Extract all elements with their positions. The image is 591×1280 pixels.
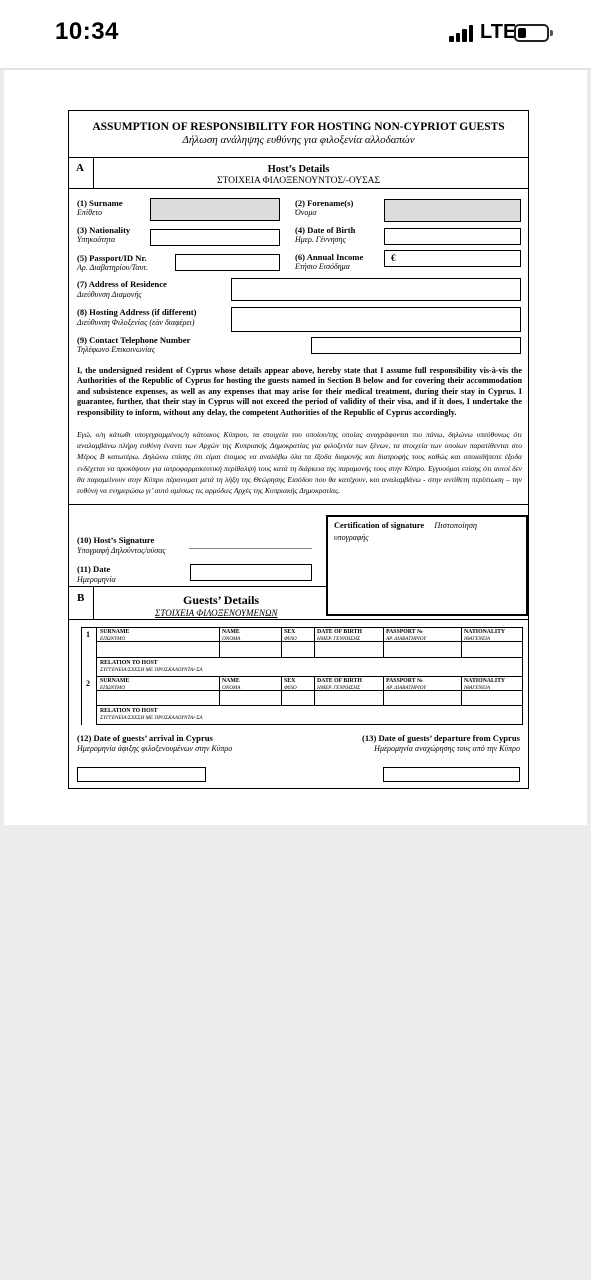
declaration-english: I, the undersigned resident of Cyprus whose details appear above, hereby state that I assume full responsibility vis-à-vis the Authorities of the Republic of Cyprus for hosting the guests named in Section B below and for covering their accommodation and subsistence expenses, as well as any expenses that may arise for their medical treatment, during their stay in Cyprus. I guarantee, further, that their stay in Cyprus will not exceed the period of validity of their visa, and if it does, I undertake the responsibility to inform, without any delay, the competent Authorities of the Republic of Cyprus accordingly. <box>77 366 522 417</box>
hosting-address-field[interactable] <box>231 307 521 332</box>
euro-sign: € <box>391 253 396 263</box>
signature-line[interactable] <box>189 548 312 549</box>
form-title: ASSUMPTION OF RESPONSIBILITY FOR HOSTING NON-CYPRIOT GUESTS <box>92 121 505 133</box>
guest-number: 2 <box>86 679 90 688</box>
arrival-date-field[interactable] <box>77 767 206 782</box>
declaration-greek: Εγώ, ο/η κάτωθι υπογεγραμμένος/η κάτοικος Κύπρου, τα στοιχεία του οποίου/της οποίας αναγράφονται πιο πάνω, δηλώνω υπεύθυνως ότι αναλαμβάνω πλήρη ευθύνη έναντι των Αρχών της Κυπριακής Δημοκρατίας για φιλοξενία των ξένων, τα στοιχεία των οποίων παρατίθενται στο Μέρος Β κατωτέρω. Δηλώνω επίσης ότι είμαι έτοιμος να αναλάβω όλα τα έξοδα διαμονής και διατροφής τους καθώς και οποιαδήποτε έξοδα ενδέχεται να προκύψουν για ιατροφαρμακευτική περίθαλψή τους κατά τη διάρκεια της παραμονής τους στην Κύπρο. Εγγυούμαι επίσης ότι αυτοί δεν θα παραμείνουν στην Κύπρο πέρανοματ μετά τη λήξη της Θεώρησης Εισόδου που θα κατέχουν, και αναλαμβάνω - στην αντίθετη περίπτωση – την ευθύνη να ενημερώσω γι’ αυτό αμέσως τις αρμόδιες Αρχές της Κυπριακής Δημοκρατίας. <box>77 430 522 496</box>
col-dob: DATE OF BIRTH ΗΜΕΡ. ΓΕΝΝΗΣΗΣ <box>317 678 362 691</box>
signature-label: (10) Host’s Signature <box>77 535 155 545</box>
phone-field[interactable] <box>311 337 521 354</box>
col-name: NAME ΟΝΟΜΑ <box>222 678 241 691</box>
surname-sublabel: Επίθετο <box>77 208 103 217</box>
departure-label: (13) Date of guests’ departure from Cyprus <box>361 733 520 743</box>
relation-label: RELATION TO HOST ΣΥΓΓΕΝΕΙΑ/ΣΧΕΣΗ ΜΕ ΠΡΟΣΚΑΛΟΥΝΤΑ/-ΣΑ <box>100 708 203 721</box>
arrival-sublabel: Ημερομηνία άφιξης φιλοξενουμένων στην Κύπρο <box>77 744 233 753</box>
income-field[interactable] <box>384 250 521 267</box>
departure-sublabel: Ημερομηνία αναχώρησης τους από την Κύπρο <box>374 744 520 753</box>
certification-sublabel-1: Πιστοποίηση <box>434 521 478 530</box>
nationality-field[interactable] <box>150 229 280 246</box>
col-passport: PASSPORT № ΑΡ. ΔΙΑΒΑΤΗΡΙΟΥ <box>386 629 427 642</box>
dob-sublabel: Ημερ. Γέννησης <box>295 235 346 244</box>
battery-icon <box>514 24 549 42</box>
col-passport: PASSPORT № ΑΡ. ΔΙΑΒΑΤΗΡΙΟΥ <box>386 678 427 691</box>
date-field[interactable] <box>190 564 312 581</box>
section-b-letter-box: B <box>69 586 94 619</box>
hosting-address-sublabel: Διεύθυνση Φιλοξενίας (εάν διαφέρει) <box>77 318 195 327</box>
surname-label: (1) Surname <box>77 198 123 208</box>
phone-label: (9) Contact Telephone Number <box>77 335 191 345</box>
col-nationality: NATIONALITY ΙΘΑΓΕΝΕΙΑ <box>464 678 506 691</box>
date-label: (11) Date <box>77 564 111 574</box>
dob-label: (4) Date of Birth <box>295 225 356 235</box>
col-name: NAME ΟΝΟΜΑ <box>222 629 241 642</box>
forenames-sublabel: Όνομα <box>295 208 317 217</box>
signature-sublabel: Υπογραφή Δηλούντος/ούσας <box>77 546 166 555</box>
date-sublabel: Ημερομηνία <box>77 575 116 584</box>
passport-field[interactable] <box>175 254 280 271</box>
form-title-greek: Δήλωση ανάληψης ευθύνης για φιλοξενία αλλοδαπών <box>182 134 415 146</box>
certification-label: Certification of signature <box>334 521 425 530</box>
income-label: (6) Annual Income <box>295 252 364 262</box>
income-sublabel: Ετήσιο Εισόδημα <box>295 262 350 271</box>
section-b-heading-greek: ΣΤΟΙΧΕΙΑ ΦΙΛΟΞΕΝΟΥΜΕΝΩΝ <box>155 608 278 618</box>
address-sublabel: Διεύθυνση Διαμονής <box>77 290 142 299</box>
section-a-heading-greek: ΣΤΟΙΧΕΙΑ ΦΙΛΟΞΕΝΟΥΝΤΟΣ/-ΟΥΣΑΣ <box>216 176 381 186</box>
col-surname: SURNAME ΕΠΩΝΥΜΟ <box>100 678 130 691</box>
nationality-label: (3) Nationality <box>77 225 131 235</box>
col-nationality: NATIONALITY ΙΘΑΓΕΝΕΙΑ <box>464 629 506 642</box>
section-a-letter-box: A <box>69 157 94 189</box>
dob-field[interactable] <box>384 228 521 245</box>
certification-sublabel-2: υπογραφής <box>334 533 369 542</box>
guest-number: 1 <box>86 630 90 639</box>
surname-field[interactable] <box>150 198 280 221</box>
section-a-heading: Host’s Details <box>267 164 330 175</box>
relation-label: RELATION TO HOST ΣΥΓΓΕΝΕΙΑ/ΣΧΕΣΗ ΜΕ ΠΡΟΣΚΑΛΟΥΝΤΑ/-ΣΑ <box>100 660 203 673</box>
hosting-address-label: (8) Hosting Address (if different) <box>77 307 197 317</box>
hosting-form <box>68 110 529 789</box>
passport-label: (5) Passport/ID Nr. <box>77 253 147 263</box>
arrival-label: (12) Date of guests’ arrival in Cyprus <box>77 733 213 743</box>
clock: 10:34 <box>55 18 119 45</box>
section-b-heading: Guests’ Details <box>183 593 260 607</box>
certification-box <box>326 515 528 616</box>
address-field[interactable] <box>231 278 521 301</box>
col-sex: SEX ΦΥΛΟ <box>284 629 297 642</box>
address-label: (7) Address of Residence <box>77 279 167 289</box>
nationality-sublabel: Υπηκοότητα <box>77 235 116 244</box>
status-bar <box>0 0 591 68</box>
network-type: LTE <box>480 21 517 43</box>
col-sex: SEX ΦΥΛΟ <box>284 678 297 691</box>
signal-strength-icon <box>449 24 475 42</box>
col-surname: SURNAME ΕΠΩΝΥΜΟ <box>100 629 130 642</box>
col-dob: DATE OF BIRTH ΗΜΕΡ. ΓΕΝΝΗΣΗΣ <box>317 629 362 642</box>
guests-table <box>81 627 523 727</box>
forenames-field[interactable] <box>384 199 521 222</box>
forenames-label: (2) Forename(s) <box>295 198 354 208</box>
passport-sublabel: Αρ. Διαβατηρίου/Ταυτ. <box>77 263 149 272</box>
departure-date-field[interactable] <box>383 767 520 782</box>
phone-sublabel: Τηλέφωνο Επικοινωνίας <box>77 345 155 354</box>
